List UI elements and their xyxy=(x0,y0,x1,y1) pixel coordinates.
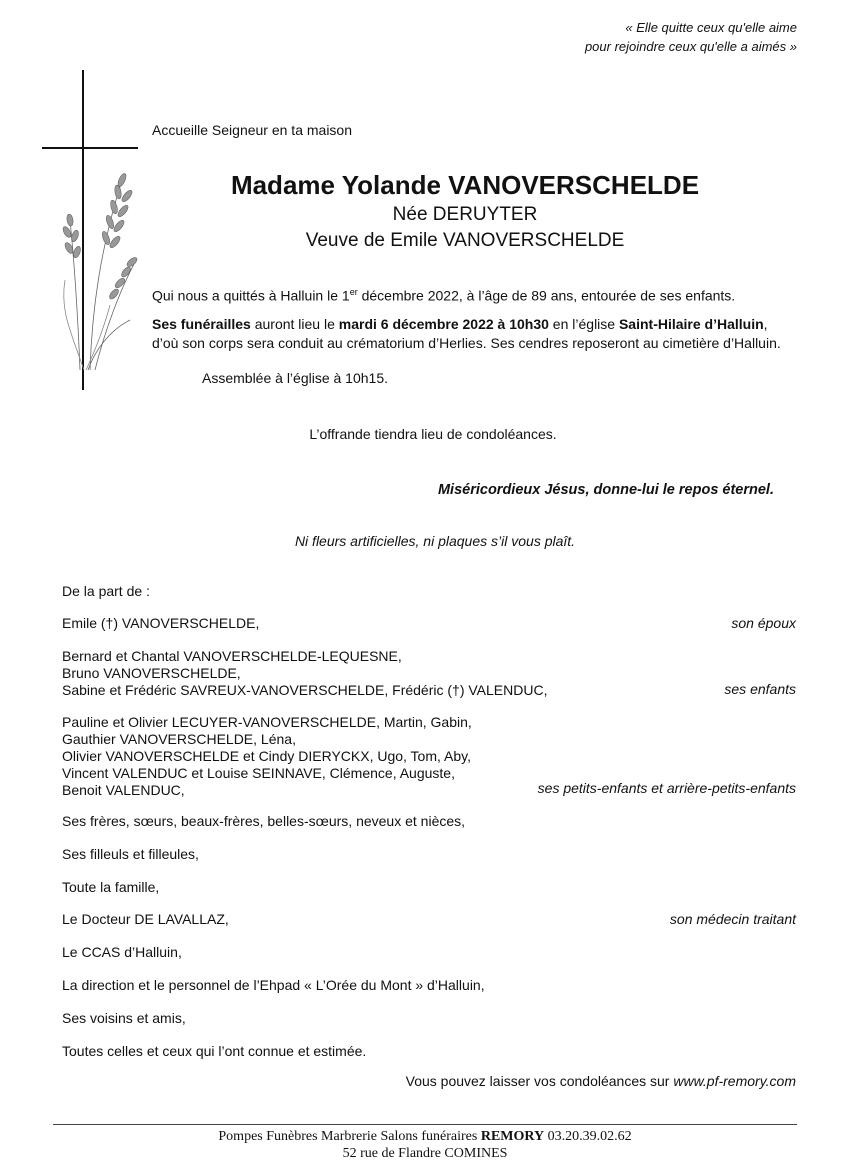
announcement-part1: Qui nous a quittés à Halluin le 1 xyxy=(152,287,350,304)
footer-address: 52 rue de Flandre COMINES xyxy=(342,1146,508,1161)
maiden-name: Née DERUYTER xyxy=(392,204,538,225)
deceased-name: Madame Yolande VANOVERSCHELDE xyxy=(230,170,700,200)
funeral-date: mardi 6 décembre 2022 à 10h30 xyxy=(338,316,549,332)
relation-children: ses enfants xyxy=(724,681,796,697)
list-item: Gauthier VANOVERSCHELDE, Léna, xyxy=(62,731,296,747)
list-item: Bernard et Chantal VANOVERSCHELDE-LEQUESNE, xyxy=(62,648,402,664)
quote-line-2: pour rejoindre ceux qu'elle a aimés » xyxy=(584,39,797,54)
announcement-sup: er xyxy=(349,287,358,297)
footer-brand: REMORY xyxy=(480,1129,545,1144)
prayer: Miséricordieux Jésus, donne-lui le repos éternel. xyxy=(437,482,774,498)
footer-phone: 03.20.39.02.62 xyxy=(544,1129,632,1144)
epigraph-quote xyxy=(585,18,797,56)
family-godchildren: Ses filleuls et filleules, xyxy=(62,846,199,862)
funeral-text-1: auront lieu le xyxy=(250,316,339,332)
funeral-details xyxy=(152,315,781,353)
family-whole: Toute la famille, xyxy=(62,879,160,895)
family-ehpad: La direction et le personnel de l’Ehpad « L’Orée du Mont » d’Halluin, xyxy=(62,977,485,993)
offering-note: L’offrande tiendra lieu de condoléances. xyxy=(309,426,557,442)
no-flowers-note: Ni fleurs artificielles, ni plaques s’il vous plaît. xyxy=(294,533,576,549)
from-label: De la part de : xyxy=(62,583,150,599)
wheat-icon xyxy=(61,172,138,370)
list-item: Sabine et Frédéric SAVREUX-VANOVERSCHELDE, Frédéric (†) VALENDUC, xyxy=(62,682,548,698)
family-siblings: Ses frères, sœurs, beaux-frères, belles-sœurs, neveux et nièces, xyxy=(62,813,466,829)
list-item: Olivier VANOVERSCHELDE et Cindy DIERYCKX, Ugo, Tom, Aby, xyxy=(62,748,471,764)
condolences-text: Vous pouvez laisser vos condoléances sur xyxy=(405,1073,674,1089)
funeral-bold-1: Ses funérailles xyxy=(152,316,251,332)
list-item: Bruno VANOVERSCHELDE, xyxy=(62,665,241,681)
list-item: Benoit VALENDUC, xyxy=(62,782,185,798)
family-spouse: Emile (†) VANOVERSCHELDE, xyxy=(62,615,260,631)
widow-of: Veuve de Emile VANOVERSCHELDE xyxy=(305,230,625,251)
announcement xyxy=(152,283,735,306)
funeral-line-2: d’où son corps sera conduit au crématorium d’Herlies. Ses cendres reposeront au cimetière d’Halluin. xyxy=(152,335,781,351)
quote-line-1: « Elle quitte ceux qu'elle aime xyxy=(625,20,797,35)
cross-icon xyxy=(40,70,140,390)
family-ccas: Le CCAS d’Halluin, xyxy=(62,944,182,960)
family-neighbors: Ses voisins et amis, xyxy=(62,1010,186,1026)
family-all: Toutes celles et ceux qui l’ont connue et estimée. xyxy=(62,1043,367,1059)
funeral-text-2: en l’église xyxy=(548,316,619,332)
footer-divider xyxy=(53,1124,797,1125)
relation-spouse: son époux xyxy=(731,615,796,631)
footer-services: Pompes Funèbres Marbrerie Salons funéraires xyxy=(218,1129,481,1144)
relation-grandchildren: ses petits-enfants et arrière-petits-enfants xyxy=(537,780,796,796)
funeral-church: Saint-Hilaire d’Halluin xyxy=(618,316,764,332)
greeting: Accueille Seigneur en ta maison xyxy=(152,122,353,138)
condolences-link[interactable]: www.pf-remory.com xyxy=(673,1073,796,1089)
assembly-time: Assemblée à l’église à 10h15. xyxy=(202,370,389,386)
family-children xyxy=(62,648,547,699)
condolences-note xyxy=(406,1073,796,1089)
family-grandchildren xyxy=(62,714,472,799)
relation-doctor: son médecin traitant xyxy=(669,911,796,927)
announcement-part2: décembre 2022, à l’âge de 89 ans, entourée de ses enfants. xyxy=(357,287,736,304)
footer-company xyxy=(0,1129,850,1145)
funeral-text-3: , xyxy=(763,316,768,332)
list-item: Vincent VALENDUC et Louise SEINNAVE, Clémence, Auguste, xyxy=(62,765,455,781)
list-item: Pauline et Olivier LECUYER-VANOVERSCHELDE, Martin, Gabin, xyxy=(62,714,472,730)
family-doctor: Le Docteur DE LAVALLAZ, xyxy=(62,911,229,927)
